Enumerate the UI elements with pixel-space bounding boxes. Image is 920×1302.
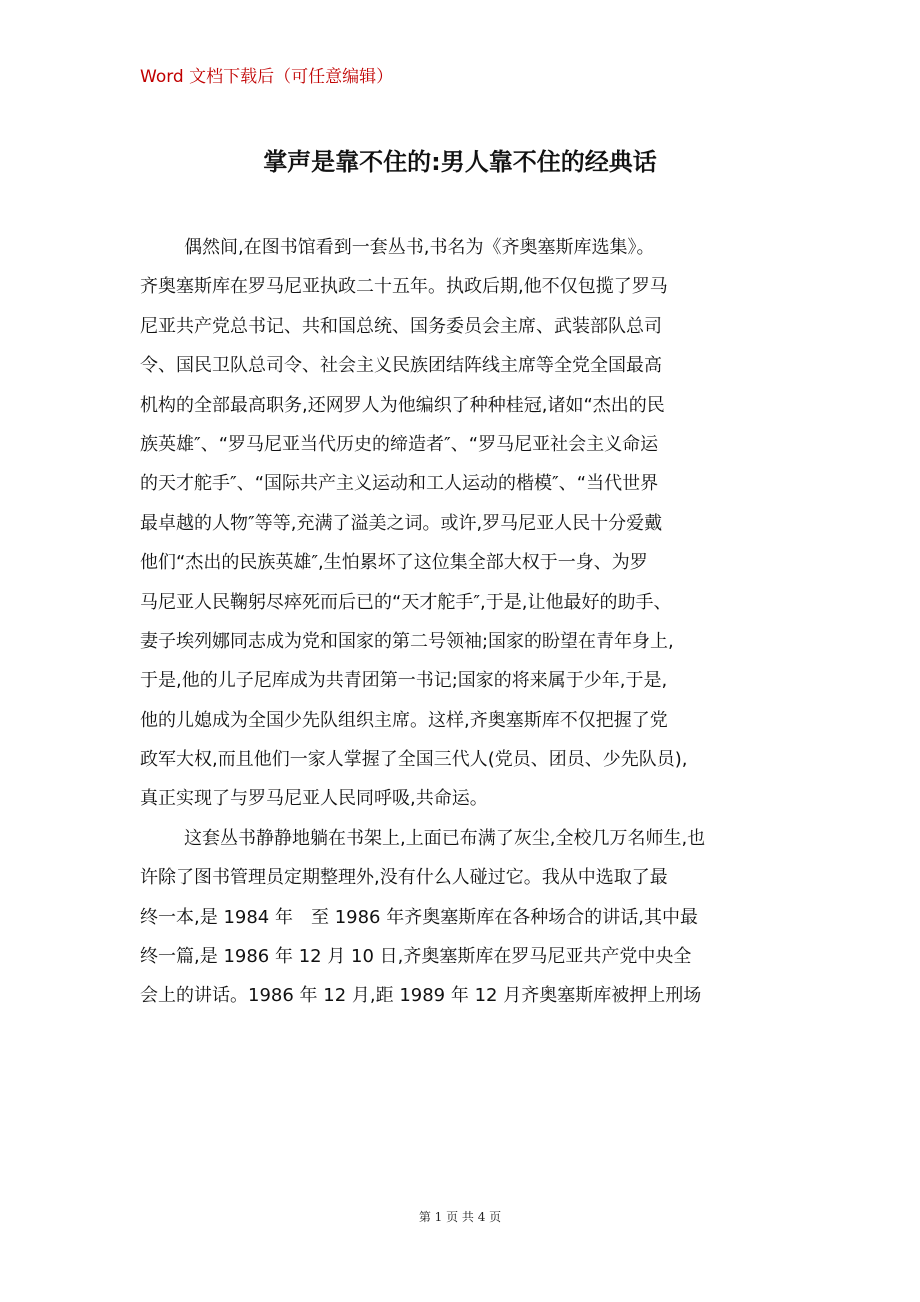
paragraph-line: 机构的全部最高职务,还网罗人为他编织了种种桂冠,诸如“杰出的民 [140,394,665,416]
paragraph-line: 他的儿媳成为全国少先队组织主席。这样,齐奥塞斯库不仅把握了党 [140,709,668,731]
paragraph-line: 令、国民卫队总司令、社会主义民族团结阵线主席等全党全国最高 [140,355,662,377]
paragraph-line: 他们“杰出的民族英雄″,生怕累坏了这位集全部大权于一身、为罗 [140,552,648,574]
paragraph-line: 这套丛书静静地躺在书架上,上面已布满了灰尘,全校几万名师生,也 [184,827,706,849]
paragraph-line: 于是,他的儿子尼库成为共青团第一书记;国家的将来属于少年,于是, [140,670,668,692]
paragraph-line: 尼亚共产党总书记、共和国总统、国务委员会主席、武装部队总司 [140,315,662,337]
paragraph-line: 齐奥塞斯库在罗马尼亚执政二十五年。执政后期,他不仅包揽了罗马 [140,276,668,298]
paragraph-line: 许除了图书管理员定期整理外,没有什么人碰过它。我从中选取了最 [140,867,668,889]
paragraph-line: 马尼亚人民鞠躬尽瘁死而后已的“天才舵手″,于是,让他最好的助手、 [140,591,672,613]
paragraph-line: 终一本,是 1984 年 至 1986 年齐奥塞斯库在各种场合的讲话,其中最 [140,906,698,928]
document-title: 掌声是靠不住的:男人靠不住的经典话 [263,148,657,176]
paragraph-line: 政军大权,而且他们一家人掌握了全国三代人(党员、团员、少先队员), [140,749,688,771]
paragraph-line: 终一篇,是 1986 年 12 月 10 日,齐奥塞斯库在罗马尼亚共产党中央全 [140,946,692,968]
paragraph-line: 会上的讲话。1986 年 12 月,距 1989 年 12 月齐奥塞斯库被押上刑场 [140,985,702,1007]
paragraph-line: 的天才舵手″、“国际共产主义运动和工人运动的楷模″、“当代世界 [140,473,659,495]
paragraph-line: 族英雄″、“罗马尼亚当代历史的缔造者″、“罗马尼亚社会主义命运 [140,433,659,455]
paragraph-line: 最卓越的人物″等等,充满了溢美之词。或许,罗马尼亚人民十分爱戴 [140,512,663,534]
paragraph-line: 真正实现了与罗马尼亚人民同呼吸,共命运。 [140,788,488,810]
download-watermark: Word 文档下载后（可任意编辑） [140,67,394,87]
document-body [140,228,820,1016]
paragraph-line: 妻子埃列娜同志成为党和国家的第二号领袖;国家的盼望在青年身上, [140,630,674,652]
page-number-footer: 第 1 页 共 4 页 [418,1210,502,1224]
paragraph-line: 偶然间,在图书馆看到一套丛书,书名为《齐奥塞斯库选集》。 [184,237,655,258]
